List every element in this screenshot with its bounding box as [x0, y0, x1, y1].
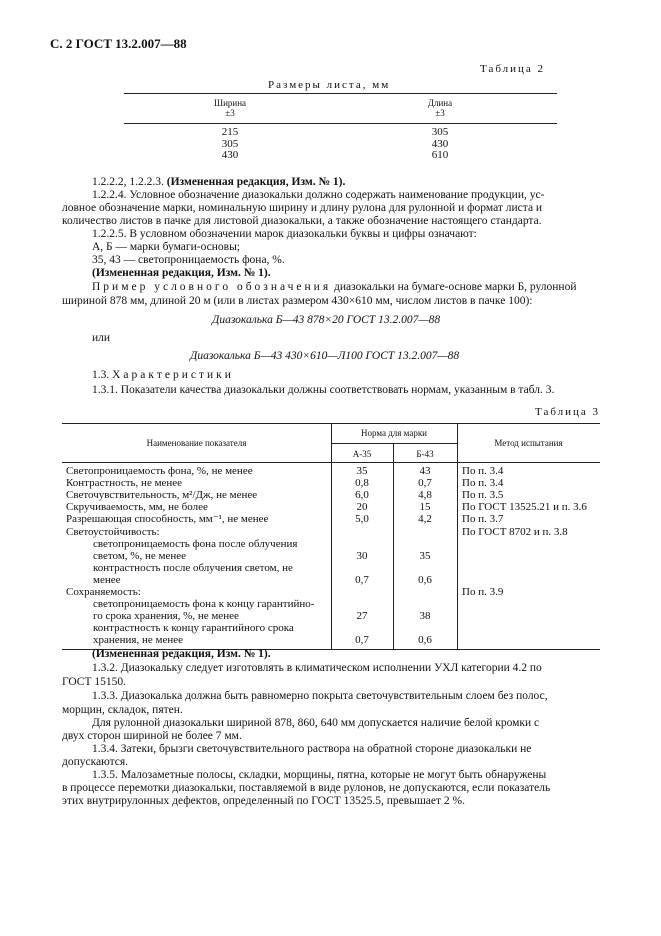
table3-row-method: По п. 3.9 [462, 586, 504, 598]
table3-row-b43: 38 [419, 610, 431, 623]
table3-header-b43: Б-43 [416, 449, 434, 459]
table3-row-method: По п. 3.4 [462, 465, 504, 477]
table3-row-method: По ГОСТ 8702 и п. 3.8 [462, 525, 568, 538]
table2-label: Таблица 2 [480, 63, 546, 75]
table3-body-vrule-2 [393, 462, 394, 649]
para-1-3-1: 1.3.1. Показатели качества диазокальки должны соответствовать нормам, указанным в табл. 3. [92, 384, 555, 396]
table3-row-name: Разрешающая способность, мм⁻¹, не менее [66, 513, 269, 526]
para-white-edge: Для рулонной диазокальки шириной 878, 860, 640 мм допускается наличие белой кромки с [92, 717, 540, 729]
para-1-2-2-5: 1.2.2.5. В условном обозначении марок диазокальки буквы и цифры означают: [92, 228, 477, 240]
para-1-2-2-2: 1.2.2.2, 1.2.2.3. (Измененная редакция, Изм. № 1). [92, 176, 346, 188]
table3-row-b43: 4,2 [418, 513, 432, 526]
table3-row-name: светопроницаемость фона к концу гарантийно- [93, 598, 315, 611]
table3-row-method: По ГОСТ 13525.21 и п. 3.6 [462, 501, 587, 514]
table3-row-a35: 35 [356, 465, 368, 477]
para-1-3-2-line2: ГОСТ 15150. [62, 676, 127, 688]
table3-body-vrule-3 [457, 462, 458, 649]
para-1-3-5-line3: этих внутрирулонных дефектов, определенный по ГОСТ 13525.5, превышает 2 %. [62, 795, 465, 807]
table3-row-method: По п. 3.7 [462, 513, 504, 526]
table3-row-b43: 4,8 [418, 489, 432, 502]
table3-row-name: менее [93, 573, 121, 586]
para-1-3-2: 1.3.2. Диазокальку следует изготовлять в климатическом исполнении УХЛ категории 4.2 по [92, 662, 542, 674]
para-1-3-4: 1.3.4. Затеки, брызги светочувствительного раствора на обратной стороне диазокальки не [92, 743, 532, 755]
table3-header-a35: А-35 [352, 449, 372, 459]
table3-row-name: Скручиваемость, мм, не более [66, 501, 208, 514]
table2-header-rule [124, 123, 557, 124]
table3-row-b43: 35 [419, 549, 431, 562]
para-1-2-2-4-line2: ловное обозначение марки, номинальную ширину и длину рулона для рулонной и формат листа и [62, 202, 543, 214]
table3-row-name: хранения, не менее [93, 634, 183, 647]
para-1-3-3-line2: морщин, складок, пятен. [62, 704, 183, 716]
text-or: или [92, 332, 111, 344]
para-white-edge-line2: двух сторон шириной не более 7 мм. [62, 730, 242, 742]
table3-row-name: Светочувствительность, м²/Дж, не менее [66, 489, 258, 502]
table3-row-a35: 0,7 [355, 573, 369, 586]
example-designation-2: Диазокалька Б—43 430×610—Л100 ГОСТ 13.2.007—88 [190, 350, 460, 362]
para-amendment: (Измененная редакция, Изм. № 1). [92, 267, 271, 279]
table3-row-name: Светоустойчивость: [66, 525, 160, 538]
para-1-3-5-line2: в процессе перемотки диазокальки, поставляемой в виде рулонов, не допускаются, если показатель [62, 782, 551, 794]
table3-row-name: контрастность к концу гарантийного срока [93, 622, 294, 635]
para-transparency: 35, 43 — светопроницаемость фона, %. [92, 254, 285, 266]
table3-row-a35: 20 [356, 501, 368, 514]
table3-row-b43: 43 [419, 465, 431, 477]
table3-row-a35: 5,0 [355, 513, 369, 526]
table3-row-name: светопроницаемость фона после облучения [93, 537, 298, 550]
table3-subheader-rule [331, 443, 457, 444]
para-1-3-4-line2: допускаются. [62, 756, 129, 768]
para-marks: А, Б — марки бумаги-основы; [92, 241, 240, 253]
table2-title: Размеры листа, мм [268, 79, 391, 91]
table3-label: Таблица 3 [535, 406, 601, 418]
table3-row-name: го срока хранения, %, не менее [93, 610, 239, 623]
table3-row-b43: 15 [419, 501, 431, 514]
example-designation-1: Диазокалька Б—43 878×20 ГОСТ 13.2.007—88 [212, 314, 441, 326]
table3-row-name: светом, %, не менее [93, 549, 186, 562]
para-1-2-2-4-line3: количество листов в пачке для листовой диазокальки, а также обозначение настоящего стандарта. [62, 215, 542, 227]
para-example: Пример условного обозначения диазокальки на бумаге-основе марки Б, рулонной [92, 281, 577, 293]
table2-col2-values: 305 430 610 [431, 126, 449, 161]
table3-row-a35: 30 [356, 549, 368, 562]
table3-body-vrule-1 [331, 462, 332, 649]
table3-row-a35: 0,8 [355, 477, 369, 490]
table3-row-method: По п. 3.4 [462, 477, 504, 490]
table3-header-name: Наименование показателя [146, 438, 247, 448]
table3-header-method: Метод испытания [494, 438, 563, 448]
table2-col2-header: Длина ±3 [427, 98, 453, 118]
para-1-3-3: 1.3.3. Диазокалька должна быть равномерно покрыта светочувствительным слоем без полос, [92, 690, 548, 702]
table2-col1-header: Ширина ±3 [213, 98, 247, 118]
table3-row-a35: 6,0 [355, 489, 369, 502]
section-1-3-heading: 1.3. Характеристики [92, 369, 234, 381]
table3-row-name: Контрастность, не менее [66, 477, 183, 490]
para-1-2-2-4: 1.2.2.4. Условное обозначение диазокальки должно содержать наименование продукции, ус- [92, 189, 545, 201]
table3-row-name: контрастность после облучения светом, не [93, 561, 293, 574]
table2-col1-values: 215 305 430 [221, 126, 239, 161]
table3-row-method: По п. 3.5 [462, 489, 504, 502]
para-example-line2: шириной 878 мм, длиной 20 м (или в листах размером 430×610 мм, числом листов в пачке 100): [62, 295, 533, 307]
table2-top-rule [124, 93, 557, 94]
table3-row-a35: 27 [356, 610, 368, 623]
table3-row-b43: 0,7 [418, 477, 432, 490]
table3-row-a35: 0,7 [355, 634, 369, 647]
table3-row-b43: 0,6 [418, 634, 432, 647]
page-header: С. 2 ГОСТ 13.2.007—88 [50, 36, 187, 51]
para-amendment-2: (Измененная редакция, Изм. № 1). [92, 648, 271, 660]
table3-row-name: Сохраняемость: [66, 586, 141, 598]
table3-row-b43: 0,6 [418, 573, 432, 586]
table3-row-name: Светопроницаемость фона, %, не менее [66, 465, 253, 477]
table3-header-norm: Норма для марки [360, 428, 428, 438]
para-1-3-5: 1.3.5. Малозаметные полосы, складки, морщины, пятна, которые не могут быть обнаружены [92, 769, 547, 781]
